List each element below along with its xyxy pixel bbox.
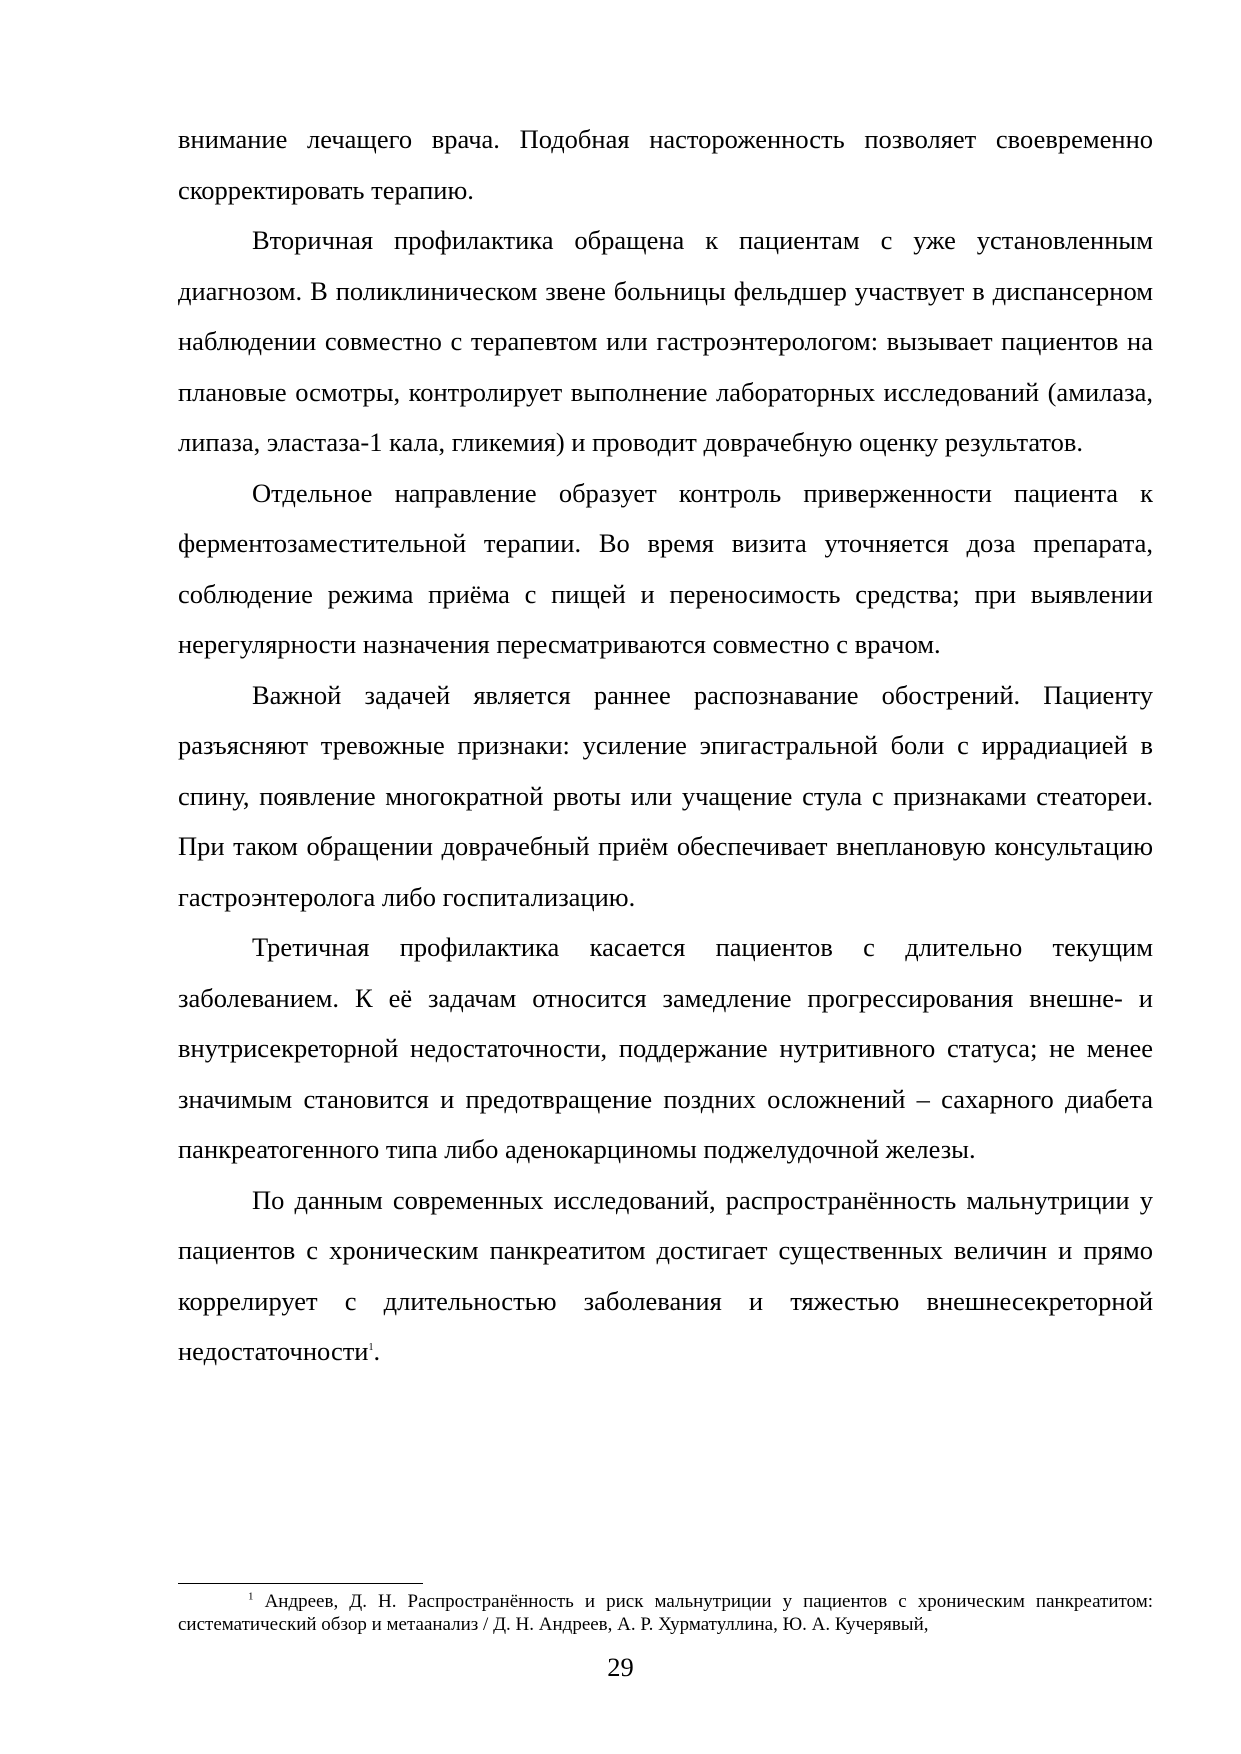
paragraph-1: внимание лечащего врача. Подобная настороженность позволяет своевременно скорректировать терапию. [178,124,1153,205]
body-text [178,114,1153,1377]
page-number: 29 [607,1652,634,1682]
paragraph-5: Третичная профилактика касается пациентов с длительно текущим заболеванием. К её задачам относится замедление прогрессирования внешне- и внутрисекреторной недостаточности, поддержание нутритивного статуса; не менее значимым становится и предотвращение поздних осложнений – сахарного диабета панкреатогенного типа либо аденокарциномы поджелудочной железы. [178,932,1153,1164]
footnote-mark: 1 [248,1590,254,1603]
footnote [178,1590,1153,1636]
paragraph-4: Важной задачей является раннее распознавание обострений. Пациенту разъясняют тревожные признаки: усиление эпигастральной боли с иррадиацией в спину, появление многократной рвоты или учащение стула с признаками стеатореи. При таком обращении доврачебный приём обеспечивает внеплановую консультацию гастроэнтеролога либо госпитализацию. [178,679,1153,912]
footnote-reference[interactable]: 1 [368,1342,374,1354]
paragraph-6-text: По данным современных исследований, распространённость мальнутриции у пациентов с хроническим панкреатитом достигает существенных величин и прямо коррелирует с длительностью заболевания и тяжестью внешнесекреторной недостаточности [178,1184,1153,1366]
paragraph-3: Отдельное направление образует контроль приверженности пациента к ферментозаместительной терапии. Во время визита уточняется доза препарата, соблюдение режима приёма с пищей и переносимость средства; при выявлении нерегулярности назначения пересматриваются совместно с врачом. [178,477,1153,659]
footnote-separator [178,1583,423,1584]
paragraph-6-tail: . [373,1336,381,1366]
footnote-text: Андреев, Д. Н. Распространённость и риск мальнутриции у пациентов с хроническим панкреатитом: систематический обзор и метаанализ / Д. Н. Андреев, А. Р. Хурматуллина, Ю. А. Кучерявый, [178,1591,1153,1635]
paragraph-6 [178,1175,1153,1377]
paragraph-2: Вторичная профилактика обращена к пациентам с уже установленным диагнозом. В поликлиническом звене больницы фельдшер участвует в диспансерном наблюдении совместно с терапевтом или гастроэнтерологом: вызывает пациентов на плановые осмотры, контролирует выполнение лабораторных исследований (амилаза, липаза, эластаза-1 кала, гликемия) и проводит доврачебную оценку результатов. [178,225,1153,457]
